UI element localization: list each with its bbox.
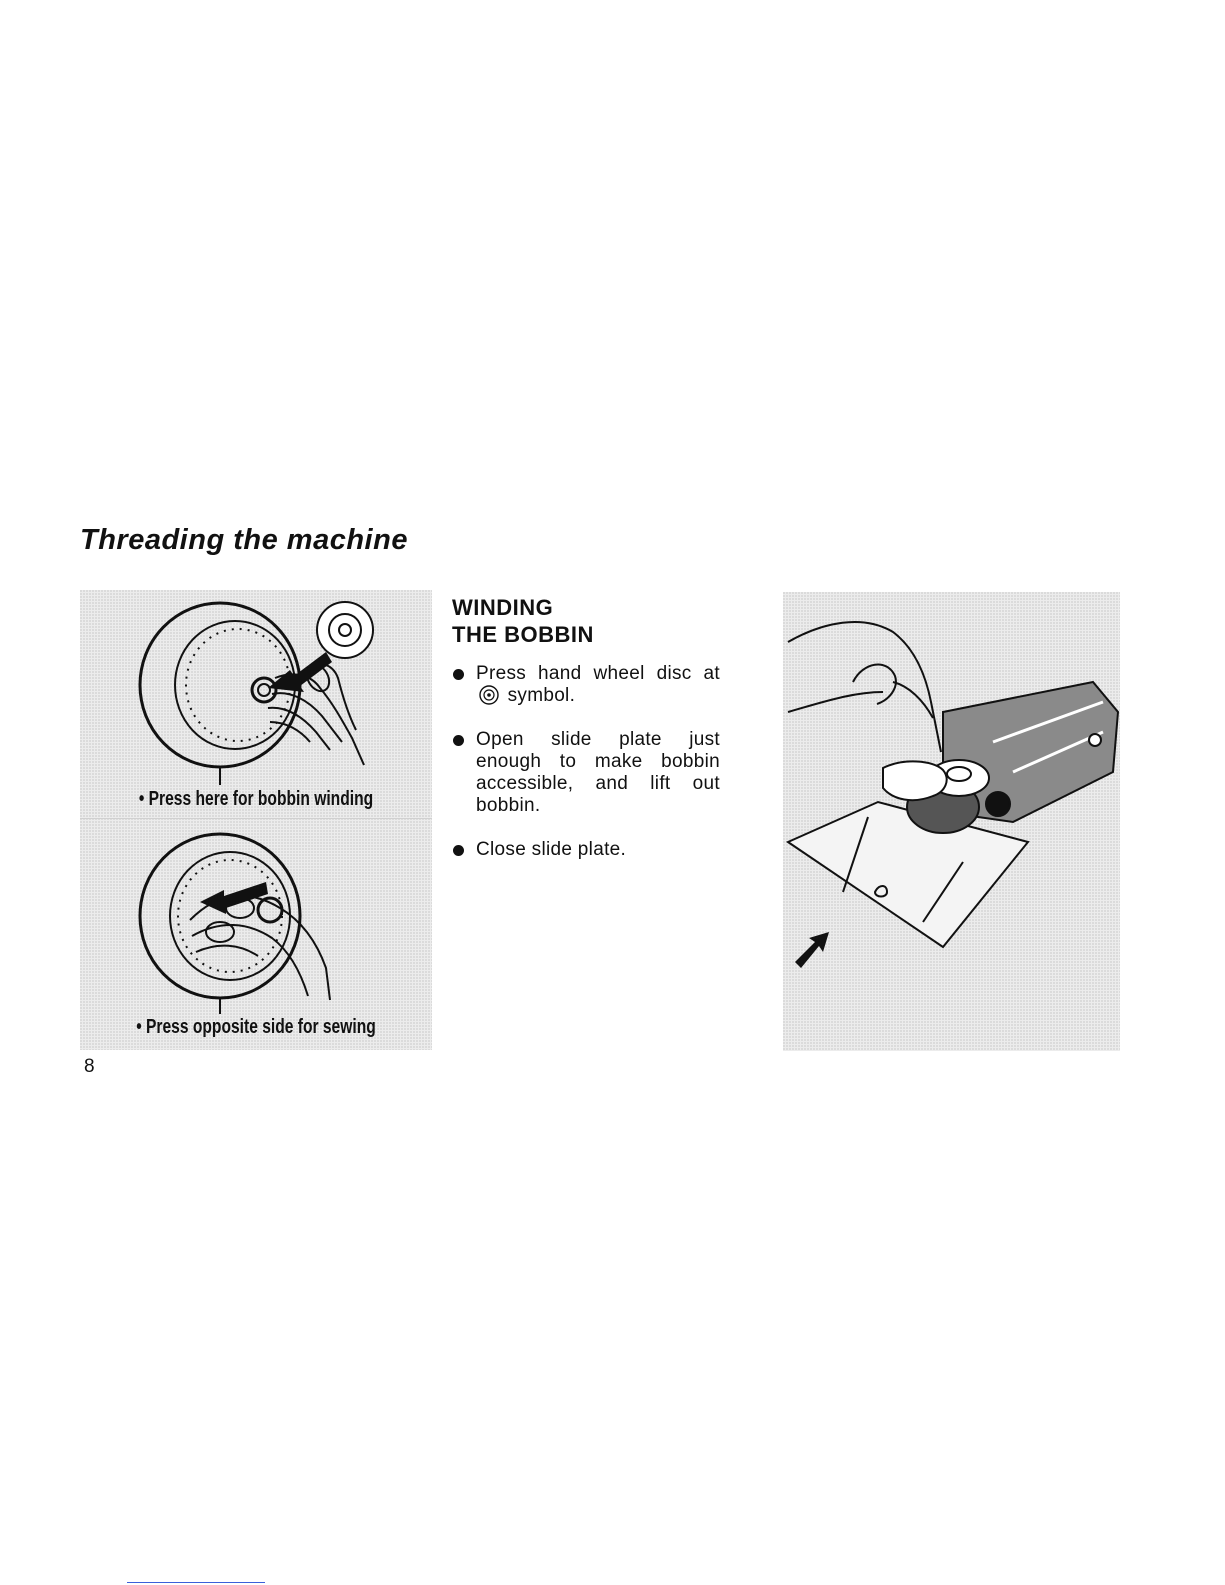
footer-link-underline xyxy=(127,1582,265,1583)
bobbin-winding-symbol-icon xyxy=(479,685,499,705)
step-2-text: Open slide plate just enough to make bobbin accessible, and lift out bobbin. xyxy=(476,729,720,816)
figure-divider xyxy=(80,818,432,819)
bullet-icon xyxy=(453,845,464,856)
caption-sewing: • Press opposite side for sewing xyxy=(136,1016,376,1038)
hand-wheel-illustration xyxy=(80,590,432,1050)
instruction-list xyxy=(452,663,720,883)
caption-bobbin-winding: • Press here for bobbin winding xyxy=(138,788,374,810)
heading-line-1: WINDING xyxy=(452,595,554,620)
hand-wheel-figure xyxy=(80,590,432,1050)
bullet-icon xyxy=(453,669,464,680)
heading-line-2: THE BOBBIN xyxy=(452,622,594,647)
step-1-text-after: symbol. xyxy=(507,685,576,706)
section-heading xyxy=(452,594,594,648)
page-title: Threading the machine xyxy=(80,524,408,556)
page-number: 8 xyxy=(84,1056,95,1077)
bullet-icon xyxy=(453,735,464,746)
slide-plate-figure xyxy=(783,592,1120,1051)
step-1-text-before: Press hand wheel disc at xyxy=(476,663,720,684)
instruction-step xyxy=(452,839,720,861)
instruction-step xyxy=(452,729,720,817)
instruction-step xyxy=(452,663,720,707)
slide-plate-illustration xyxy=(783,592,1120,1051)
step-3-text: Close slide plate. xyxy=(476,839,627,860)
